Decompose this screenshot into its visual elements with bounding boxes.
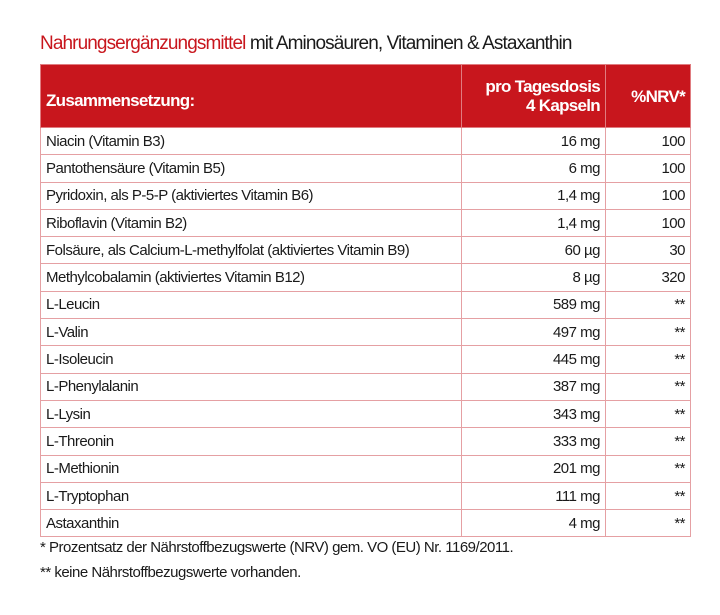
ingredient-cell: Niacin (Vitamin B3) [41, 128, 462, 155]
ingredient-cell: Methylcobalamin (aktiviertes Vitamin B12) [41, 264, 462, 291]
amount-cell: 111 mg [462, 482, 606, 509]
table-row [41, 373, 691, 400]
header-daily-dose [462, 65, 606, 128]
nrv-cell: ** [606, 510, 691, 537]
nrv-cell: ** [606, 291, 691, 318]
table-row [41, 182, 691, 209]
amount-cell: 16 mg [462, 128, 606, 155]
table-row [41, 264, 691, 291]
nrv-cell: ** [606, 319, 691, 346]
amount-cell: 4 mg [462, 510, 606, 537]
ingredient-cell: L-Tryptophan [41, 482, 462, 509]
footnote-nrv: * Prozentsatz der Nährstoffbezugswerte (NRV) gem. VO (EU) Nr. 1169/2011. [40, 539, 514, 556]
table-row [41, 428, 691, 455]
header-daily-dose-line2: 4 Kapseln [525, 96, 600, 115]
table-row [41, 209, 691, 236]
table-row [41, 510, 691, 537]
amount-cell: 1,4 mg [462, 182, 606, 209]
nrv-cell: ** [606, 400, 691, 427]
amount-cell: 445 mg [462, 346, 606, 373]
table-row [41, 482, 691, 509]
table-row [41, 155, 691, 182]
amount-cell: 1,4 mg [462, 209, 606, 236]
table-row [41, 400, 691, 427]
ingredient-cell: L-Phenylalanin [41, 373, 462, 400]
table-row [41, 128, 691, 155]
table-row [41, 291, 691, 318]
ingredient-cell: L-Methionin [41, 455, 462, 482]
amount-cell: 6 mg [462, 155, 606, 182]
document-title [40, 33, 572, 55]
nrv-cell: 100 [606, 128, 691, 155]
nrv-cell: ** [606, 482, 691, 509]
ingredient-cell: L-Valin [41, 319, 462, 346]
title-highlight: Nahrungsergänzungsmittel [40, 33, 246, 54]
ingredient-cell: Astaxanthin [41, 510, 462, 537]
amount-cell: 333 mg [462, 428, 606, 455]
amount-cell: 497 mg [462, 319, 606, 346]
table-row [41, 237, 691, 264]
ingredient-cell: Pantothensäure (Vitamin B5) [41, 155, 462, 182]
nrv-cell: ** [606, 428, 691, 455]
nrv-cell: ** [606, 346, 691, 373]
nrv-cell: 30 [606, 237, 691, 264]
nrv-cell: 100 [606, 182, 691, 209]
amount-cell: 387 mg [462, 373, 606, 400]
amount-cell: 201 mg [462, 455, 606, 482]
ingredient-cell: Folsäure, als Calcium-L-methylfolat (aktiviertes Vitamin B9) [41, 237, 462, 264]
nrv-cell: ** [606, 373, 691, 400]
header-daily-dose-line1: pro Tagesdosis [485, 77, 600, 96]
amount-cell: 343 mg [462, 400, 606, 427]
table-header [41, 65, 691, 128]
table-row [41, 319, 691, 346]
ingredient-cell: L-Threonin [41, 428, 462, 455]
amount-cell: 60 µg [462, 237, 606, 264]
footnote-no-nrv: ** keine Nährstoffbezugswerte vorhanden. [40, 564, 301, 581]
title-rest: mit Aminosäuren, Vitaminen & Astaxanthin [245, 33, 572, 54]
ingredient-cell: Pyridoxin, als P-5-P (aktiviertes Vitamin B6) [41, 182, 462, 209]
ingredient-cell: Riboflavin (Vitamin B2) [41, 209, 462, 236]
nrv-cell: 100 [606, 209, 691, 236]
nrv-cell: 100 [606, 155, 691, 182]
nutrition-table [40, 64, 691, 537]
ingredient-cell: L-Isoleucin [41, 346, 462, 373]
nrv-cell: ** [606, 455, 691, 482]
amount-cell: 8 µg [462, 264, 606, 291]
nrv-cell: 320 [606, 264, 691, 291]
header-composition: Zusammensetzung: [41, 65, 462, 128]
header-nrv: %NRV* [606, 65, 691, 128]
ingredient-cell: L-Lysin [41, 400, 462, 427]
table-row [41, 346, 691, 373]
ingredient-cell: L-Leucin [41, 291, 462, 318]
amount-cell: 589 mg [462, 291, 606, 318]
table-row [41, 455, 691, 482]
